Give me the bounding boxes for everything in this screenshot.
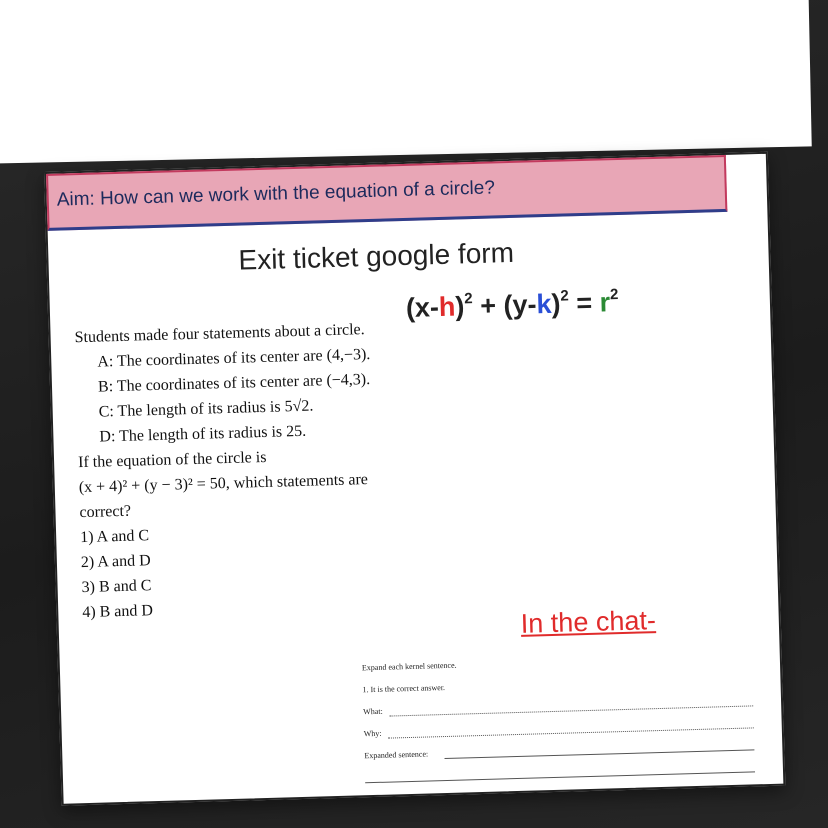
expanded-label: Expanded sentence: — [364, 749, 429, 761]
what-label: What: — [363, 706, 383, 717]
in-the-chat-text: In the chat- — [520, 605, 657, 639]
choice-1: 1) A and C — [79, 527, 150, 547]
formula-r: r — [599, 287, 611, 318]
formula-part: = — [568, 287, 601, 319]
kernel-sentence: 1. It is the correct answer. — [362, 683, 446, 695]
formula-h: h — [438, 291, 456, 323]
problem-text — [74, 317, 382, 625]
formula-part: + (y- — [472, 289, 537, 322]
formula-exponent: 2 — [463, 290, 473, 308]
slide-title: Exit ticket google form — [238, 236, 515, 276]
why-label: Why: — [363, 728, 382, 739]
formula-part: ) — [454, 291, 465, 322]
slide — [44, 152, 785, 806]
kernel-sentence-box — [362, 652, 756, 795]
question-line-2: correct? — [79, 502, 132, 522]
choice-4: 4) B and D — [82, 602, 154, 622]
why-line — [388, 727, 754, 738]
aim-text: Aim: How can we work with the equation of a circle? — [56, 177, 496, 211]
formula-exponent: 2 — [609, 286, 619, 304]
formula-part: ) — [551, 288, 561, 319]
choice-3: 3) B and C — [81, 577, 152, 597]
what-line — [389, 705, 753, 716]
statement-b: B: The coordinates of its center are (−4,3). — [97, 370, 371, 396]
problem-intro: Students made four statements about a circle. — [74, 321, 365, 347]
question-equation: (x + 4)² + (y − 3)² = 50, which statements are — [78, 471, 369, 497]
expanded-line — [445, 749, 755, 759]
circle-formula — [405, 286, 618, 324]
statement-c: C: The length of its radius is 5√2. — [98, 397, 314, 421]
statement-a: A: The coordinates of its center are (4,−3). — [97, 345, 371, 371]
extra-line — [365, 771, 755, 783]
formula-k: k — [536, 288, 552, 320]
formula-part: (x- — [405, 292, 440, 323]
statement-d: D: The length of its radius is 25. — [99, 422, 307, 446]
question-line-1: If the equation of the circle is — [77, 448, 267, 472]
screen-blank-area — [0, 0, 812, 164]
kernel-heading: Expand each kernel sentence. — [361, 660, 457, 673]
formula-exponent: 2 — [560, 287, 569, 305]
choice-2: 2) A and D — [80, 552, 151, 572]
